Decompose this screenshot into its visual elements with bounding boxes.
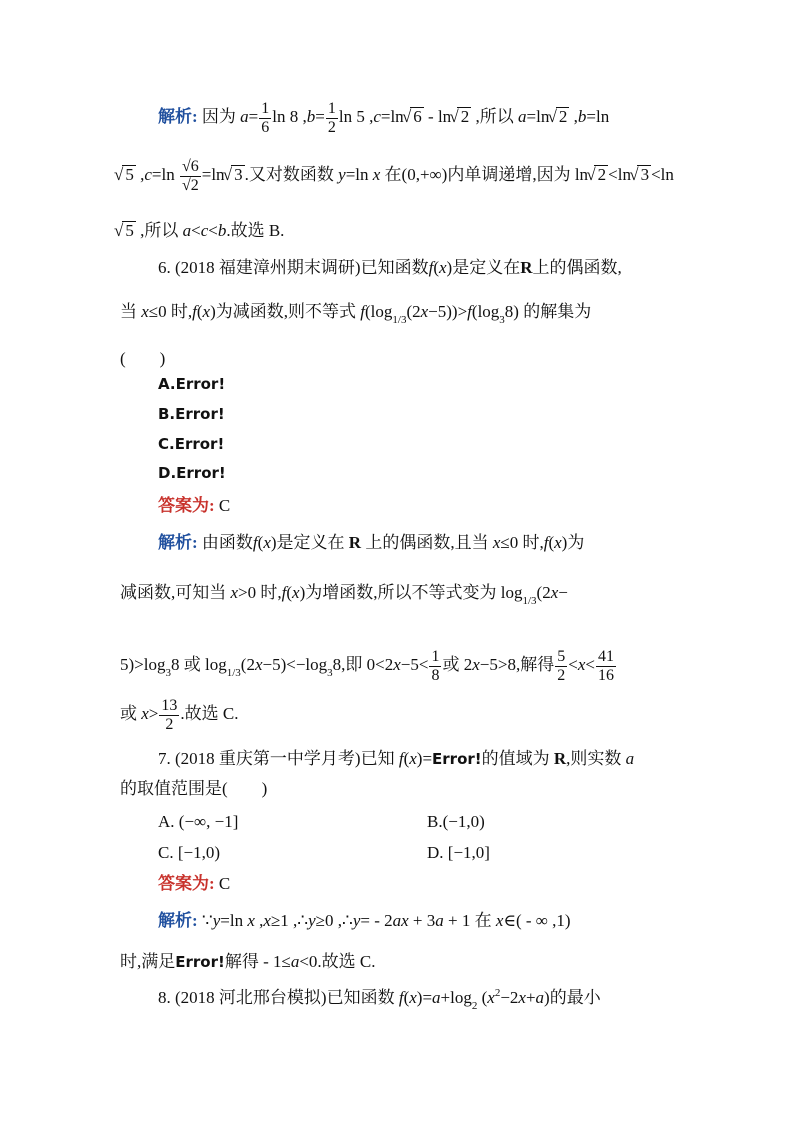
- answer-label: 答案为:: [158, 874, 215, 893]
- p6-stem-line2: 当 x≤0 时,f(x)为减函数,则不等式 $f(\log_{1/3}(2x-5))>f(\log_38)$ 的解集为: [120, 302, 592, 326]
- p8-stem-line1: 8. (2018 河北邢台模拟)已知函数 $f(x)=a+\log_2$ $(x^2-2x+a)$的最小: [158, 987, 601, 1012]
- p6-option-b: B.Error!: [158, 405, 225, 423]
- p7-answer: [158, 875, 230, 892]
- p7-stem-line1: 7. (2018 重庆第一中学月考)已知 f(x)=Error!的值域为 R,则实数 a: [158, 749, 635, 768]
- p7-sol-line1: 解析: ∵y=ln x ,x≥1 ,∴y≥0 ,∴y= - 2ax + 3a + 1 在 x∈( - ∞ ,1): [158, 911, 571, 930]
- p7-option-b: B.(−1,0): [427, 812, 485, 831]
- p7-option-d: D. [−1,0]: [427, 843, 490, 862]
- p6-sol-line3: $5)>\log_38$ 或 $\log_{1/3}(2x-5)<-\log_38$,即 0<2x−5< $\frac{1}{8}$ 或 2x−5>8,解得 $\frac{5}{2}$ <x< $\frac{41}{16}$: [120, 648, 614, 684]
- p6-option-a: A.Error!: [158, 375, 226, 393]
- p5-sol-line3: √ 5 ,所以 a<c<b.故选 B.: [120, 221, 284, 240]
- solution-label: 解析:: [158, 107, 198, 126]
- answer-value: C: [218, 874, 231, 893]
- p6-option-d: D.Error!: [158, 464, 226, 482]
- p5-sol-line1: 解析: 因为 a= $\frac{1}{6}$ ln 8 ,b= $\frac{1}{2}$ ln 5 ,c=ln √ 6 - ln √ 2 ,所以 a=ln √ 2 ,b=ln: [158, 100, 609, 136]
- solution-label: 解析:: [158, 533, 198, 552]
- p6-blank: ( ): [120, 349, 166, 368]
- p7-option-a: A. (−∞, −1]: [158, 812, 239, 831]
- p5-sol-line2: √ 5 ,c=ln $\frac{√6}{√2}$ =ln √ 3 .又对数函数 y=ln x 在(0,+∞)内单调递增,因为 ln √ 2 <ln √ 3 <ln: [120, 158, 674, 194]
- p6-answer: [158, 497, 230, 514]
- solution-label: 解析:: [158, 911, 198, 930]
- p7-sol-line2: 时,满足Error!解得 - 1≤a<0.故选 C.: [120, 952, 376, 971]
- p6-stem-line1: 6. (2018 福建漳州期末调研)已知函数f(x)是定义在R上的偶函数,: [158, 258, 622, 277]
- p6-sol-line4: 或 x> $\frac{13}{2}$ .故选 C.: [120, 697, 239, 733]
- p7-option-c: C. [−1,0): [158, 843, 220, 862]
- p6-option-c: C.Error!: [158, 435, 225, 453]
- p6-sol-line2: 减函数,可知当 x>0 时,f(x)为增函数,所以不等式变为 $\log_{1/3}(2x-$: [120, 583, 568, 607]
- answer-value: C: [218, 496, 231, 515]
- p7-stem-line2: 的取值范围是( ): [120, 779, 268, 798]
- p6-sol-line1: 解析: 由函数f(x)是定义在 R 上的偶函数,且当 x≤0 时,f(x)为: [158, 533, 585, 552]
- answer-label: 答案为:: [158, 496, 215, 515]
